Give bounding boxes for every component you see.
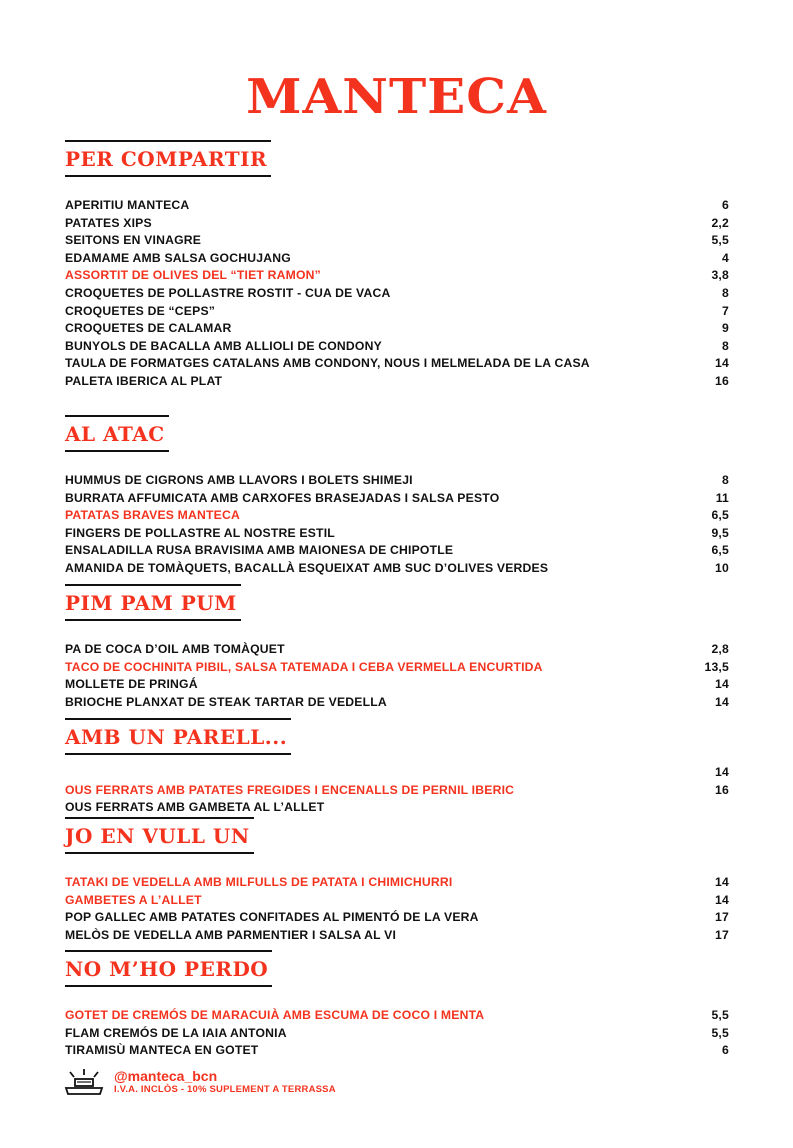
item-name: PATATAS BRAVES MANTECA (65, 508, 241, 523)
item-price: 6,5 (711, 508, 729, 523)
item-name: GAMBETES A L’ALLET (65, 892, 202, 907)
item-price: 10 (715, 560, 729, 575)
item-price: 6 (722, 198, 729, 212)
section-title: PIM PAM PUM (65, 591, 237, 615)
item-price: 6,5 (711, 543, 729, 558)
item-name: PALETA IBERICA AL PLAT (65, 373, 223, 388)
item-price: 17 (715, 910, 729, 925)
section-per-compartir (65, 140, 729, 392)
item-name: MELÒS DE VEDELLA AMB PARMENTIER I SALSA AL VI (65, 927, 397, 942)
section-header (65, 718, 291, 755)
instagram-handle[interactable]: @manteca_bcn (114, 1068, 218, 1084)
item-price: 8 (722, 338, 729, 353)
item-name: EDAMAME AMB SALSA GOCHUJANG (65, 250, 291, 265)
menu-item (65, 216, 729, 234)
item-price: 5,5 (711, 233, 729, 248)
item-list (65, 473, 729, 579)
item-price: 14 (715, 875, 729, 889)
menu-item (65, 800, 729, 818)
menu-item (65, 339, 729, 357)
menu-item (65, 910, 729, 928)
section-header (65, 584, 241, 621)
item-name: CROQUETES DE POLLASTRE ROSTIT - CUA DE VACA (65, 285, 391, 300)
section-title: AL ATAC (65, 422, 165, 446)
menu-item (65, 233, 729, 251)
item-price: 16 (715, 373, 729, 388)
item-name: TIRAMISÙ MANTECA EN GOTET (65, 1043, 259, 1058)
item-name: TAULA DE FORMATGES CATALANS AMB CONDONY, NOUS I MELMELADA DE LA CASA (65, 356, 590, 371)
menu-item (65, 321, 729, 339)
menu-item (65, 251, 729, 269)
item-price: 17 (715, 927, 729, 942)
menu-item (65, 473, 729, 491)
item-list (65, 765, 729, 818)
item-name: OUS FERRATS AMB GAMBETA AL L’ALLET (65, 800, 325, 815)
item-price: 14 (715, 892, 729, 907)
menu-item (65, 508, 729, 526)
item-price: 5,5 (711, 1025, 729, 1040)
item-price: 13,5 (704, 659, 729, 674)
item-list (65, 198, 729, 392)
item-price: 14 (715, 677, 729, 692)
item-name: SEITONS EN VINAGRE (65, 233, 202, 248)
menu-item (65, 198, 729, 216)
section-header (65, 415, 169, 452)
section-pim-pam-pum (65, 584, 729, 712)
item-name: TACO DE COCHINITA PIBIL, SALSA TATEMADA I CEBA VERMELLA ENCURTIDA (65, 659, 543, 674)
menu-item (65, 374, 729, 392)
item-name: BRIOCHE PLANXAT DE STEAK TARTAR DE VEDELLA (65, 694, 387, 709)
menu-item (65, 543, 729, 561)
item-price: 4 (722, 250, 729, 265)
section-no-mho-perdo (65, 950, 729, 1061)
item-price: 5,5 (711, 1008, 729, 1022)
item-name: OUS FERRATS AMB PATATES FREGIDES I ENCENALLS DE PERNIL IBERIC (65, 782, 515, 797)
section-jo-en-vull-un (65, 817, 729, 945)
item-name: ENSALADILLA RUSA BRAVISIMA AMB MAIONESA DE CHIPOTLE (65, 543, 454, 558)
menu-item (65, 286, 729, 304)
section-header (65, 817, 254, 854)
item-price: 9 (722, 321, 729, 336)
menu-item (65, 660, 729, 678)
item-price: 8 (722, 285, 729, 300)
item-name: HUMMUS DE CIGRONS AMB LLAVORS I BOLETS SHIMEJI (65, 473, 413, 487)
footer (64, 1068, 336, 1096)
item-price: 2,8 (711, 642, 729, 656)
item-name: ASSORTIT DE OLIVES DEL “TIET RAMON” (65, 268, 321, 283)
item-price: 14 (715, 356, 729, 371)
menu-item (65, 561, 729, 579)
menu-item (65, 642, 729, 660)
menu-item (65, 526, 729, 544)
item-price: 16 (715, 782, 729, 797)
item-name: GOTET DE CREMÓS DE MARACUIÀ AMB ESCUMA DE COCO I MENTA (65, 1008, 485, 1022)
menu-item (65, 304, 729, 322)
item-name: MOLLETE DE PRINGÁ (65, 677, 198, 692)
item-name: BUNYOLS DE BACALLA AMB ALLIOLI DE CONDONY (65, 338, 382, 353)
section-amb-un-parell (65, 718, 729, 818)
item-price: 14 (715, 694, 729, 709)
item-name: APERITIU MANTECA (65, 198, 190, 212)
item-price: 6 (722, 1043, 729, 1058)
item-price: 14 (715, 765, 729, 779)
section-al-atac (65, 415, 729, 579)
menu-item (65, 783, 729, 801)
item-name: PATATES XIPS (65, 215, 152, 230)
menu-item (65, 356, 729, 374)
item-list (65, 1008, 729, 1061)
menu-item (65, 491, 729, 509)
tax-note: I.V.A. INCLÒS - 10% SUPLEMENT A TERRASSA (114, 1084, 336, 1095)
menu-item (65, 677, 729, 695)
item-price: 11 (715, 490, 729, 505)
section-title: PER COMPARTIR (65, 147, 268, 171)
menu-item (65, 268, 729, 286)
menu-item (65, 928, 729, 946)
menu-item (65, 695, 729, 713)
item-name: FLAM CREMÓS DE LA IAIA ANTONIA (65, 1025, 287, 1040)
menu-item (65, 1008, 729, 1026)
item-price: 3,8 (711, 268, 729, 283)
menu-item (65, 765, 729, 783)
section-title: JO EN VULL UN (65, 824, 250, 848)
menu-item (65, 1026, 729, 1044)
item-price: 9,5 (711, 525, 729, 540)
menu-item (65, 875, 729, 893)
item-price: 2,2 (711, 215, 729, 230)
footer-text (114, 1068, 336, 1096)
section-header (65, 950, 272, 987)
item-name: PA DE COCA D’OIL AMB TOMÀQUET (65, 642, 285, 656)
item-name: BURRATA AFFUMICATA AMB CARXOFES BRASEJADAS I SALSA PESTO (65, 490, 500, 505)
item-list (65, 875, 729, 945)
item-name: TATAKI DE VEDELLA AMB MILFULLS DE PATATA I CHIMICHURRI (65, 875, 453, 889)
item-name: CROQUETES DE CALAMAR (65, 321, 232, 336)
menu-title: MANTECA (246, 68, 547, 125)
item-price: 7 (722, 303, 729, 318)
section-title: NO M’HO PERDO (65, 957, 269, 981)
item-name: FINGERS DE POLLASTRE AL NOSTRE ESTIL (65, 525, 335, 540)
menu-item (65, 1043, 729, 1061)
item-name: AMANIDA DE TOMÀQUETS, BACALLÀ ESQUEIXAT AMB SUC D’OLIVES VERDES (65, 560, 549, 575)
item-name: POP GALLEC AMB PATATES CONFITADES AL PIMENTÓ DE LA VERA (65, 910, 479, 925)
item-list (65, 642, 729, 712)
item-name: CROQUETES DE “CEPS” (65, 303, 216, 318)
item-price: 8 (722, 473, 729, 487)
section-header (65, 140, 271, 177)
menu-item (65, 893, 729, 911)
section-title: AMB UN PARELL... (65, 725, 288, 749)
butter-dish-icon (64, 1068, 104, 1096)
